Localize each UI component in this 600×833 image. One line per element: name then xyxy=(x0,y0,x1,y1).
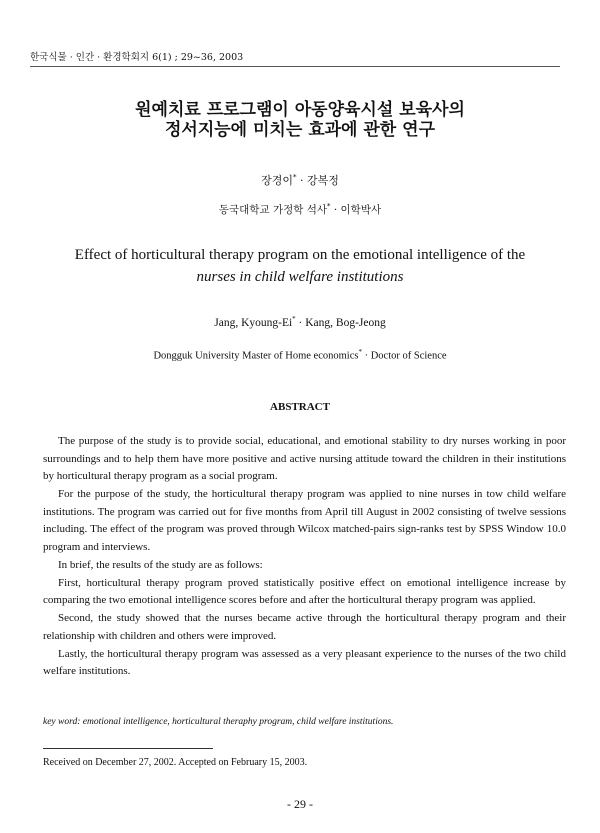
abstract-paragraph: Lastly, the horticultural therapy program was assessed as a very pleasant experience to the nurses of the two child welfare institutions. xyxy=(43,647,566,677)
affiliation-korean xyxy=(0,202,600,217)
author-english-mark: * xyxy=(292,315,296,323)
title-korean-line1: 원예치료 프로그램이 아동양육시설 보육사의 xyxy=(135,100,465,120)
received-footnote: Received on December 27, 2002. Accepted on February 15, 2003. xyxy=(43,757,308,768)
affiliation-english-rest: · Doctor of Science xyxy=(361,350,447,362)
author-korean-first: 장경이 xyxy=(261,174,293,187)
header-rule xyxy=(30,66,560,67)
authors-english xyxy=(0,315,600,329)
author-english-rest: · Kang, Bog-Jeong xyxy=(295,316,386,329)
authors-korean xyxy=(0,172,600,188)
affiliation-english xyxy=(0,348,600,362)
abstract-paragraph: For the purpose of the study, the horticultural therapy program was applied to nine nurses in tow child welfare institutions. The program was carried out for five months from April till August in 2002 consisting of twelve sessions including. The effect of the program was proved through Wilcox matched-pairs sign-ranks test by SPSS Window 10.0 program and interviews. xyxy=(43,488,566,553)
keywords: key word: emotional intelligence, horticultural theraphy program, child welfare institutions. xyxy=(43,717,394,727)
abstract-paragraph: Second, the study showed that the nurses became active through the horticultural therapy program and their relationship with children and others were improved. xyxy=(43,612,566,642)
abstract-paragraph: The purpose of the study is to provide social, educational, and emotional stability to dry nurses working in poor surroundings and to help them have more positive and active nursing attitude toward the children in their institutions by horticultural therapy program as a social program. xyxy=(43,435,566,482)
affiliation-english-mark: * xyxy=(358,348,362,356)
title-korean xyxy=(0,100,600,140)
affiliation-korean-first: 동국대학교 가정학 석사 xyxy=(218,204,327,216)
abstract-paragraph: First, horticultural therapy program proved statistically positive effect on emotional intelligence increase by comparing the two emotional intelligence scores before and after the horticultural therapy program was applied. xyxy=(43,576,566,606)
footnote-rule xyxy=(43,748,213,749)
affiliation-korean-mark: * xyxy=(327,202,331,211)
title-korean-line2: 정서지능에 미치는 효과에 관한 연구 xyxy=(164,120,435,140)
affiliation-korean-rest: · 이학박사 xyxy=(330,204,382,216)
abstract-paragraph: In brief, the results of the study are as follows: xyxy=(58,558,263,571)
abstract-body xyxy=(43,433,566,681)
affiliation-english-first: Dongguk University Master of Home economics xyxy=(153,350,359,362)
author-korean-rest: · 강복정 xyxy=(296,174,339,187)
page-number: - 29 - xyxy=(287,797,313,811)
author-korean-mark: * xyxy=(293,173,297,182)
title-english-line1: Effect of horticultural therapy program on the emotional intelligence of the xyxy=(74,247,526,263)
title-english-line2: nurses in child welfare institutions xyxy=(196,269,404,285)
journal-header: 한국식물 · 인간 · 환경학회지 6(1) ; 29~36, 2003 xyxy=(30,52,244,63)
abstract-heading: ABSTRACT xyxy=(270,401,330,413)
author-english-first: Jang, Kyoung-Ei xyxy=(214,316,293,329)
title-english xyxy=(0,244,600,288)
